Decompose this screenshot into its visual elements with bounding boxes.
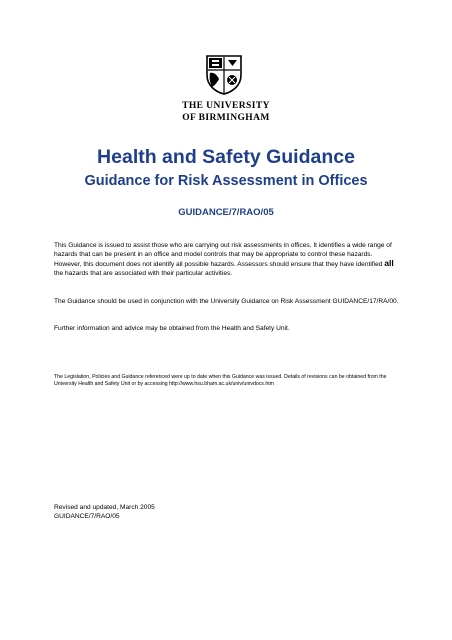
document-code: GUIDANCE/7/RAO/05 [178,207,274,218]
intro-paragraph [54,242,400,278]
university-name [0,100,452,124]
document-subtitle: Guidance for Risk Assessment in Offices [84,173,368,189]
emphasis-all: all [384,258,394,269]
university-line-1: THE UNIVERSITY [182,101,270,111]
university-crest-logo [205,55,243,95]
revision-footer [54,504,354,521]
intro-text-start: This Guidance is issued to assist those who are carrying out risk assessments in offices. It identifies a wide range of hazards that can be present in an office and model controls that may be appropriate to control these hazards. However, this document does not identify all possible hazards. Assessors should ensure that they have identified [54,242,392,269]
footer-code: GUIDANCE/7/RAO/05 [54,512,120,520]
legislation-note: The Legislation, Policies and Guidance referenced were up to date when this Guidance was issued. Details of revisions can be obtained from the University Health and Safety Unit or by accessing http://www.hsu.bham.ac.uk/univ/univdocs.htm [54,374,387,388]
intro-text-end: the hazards that are associated with their particular activities. [54,269,233,277]
revised-date: Revised and updated, March 2005 [54,504,155,511]
further-info-paragraph: Further information and advice may be obtained from the Health and Safety Unit. [54,325,290,332]
university-line-2: OF BIRMINGHAM [182,113,270,123]
conjunction-paragraph: The Guidance should be used in conjunction with the University Guidance on Risk Assessment GUIDANCE/17/RA/00. [54,298,399,305]
document-title: Health and Safety Guidance [97,146,355,168]
